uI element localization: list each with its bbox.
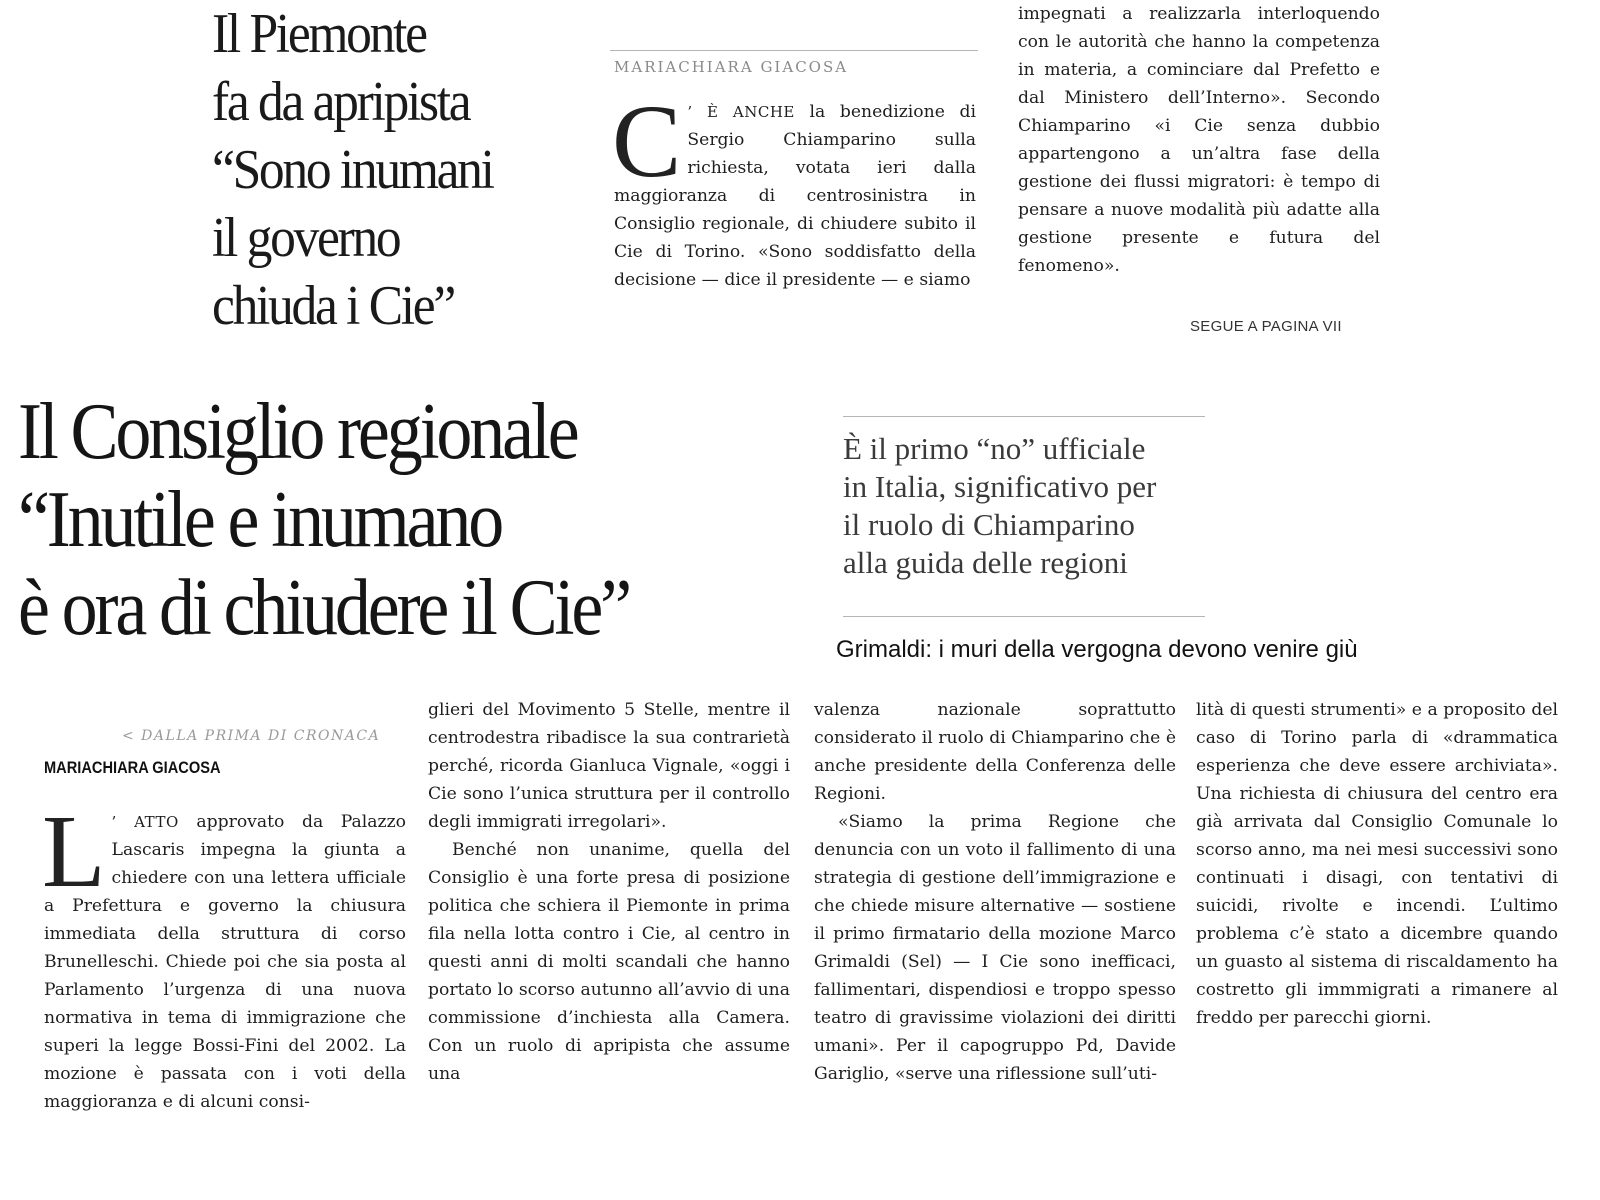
main-dropcap: L	[42, 794, 106, 909]
top-article-column-1	[612, 84, 976, 294]
main-headline-line: “Inutile e inumano	[18, 476, 502, 564]
top-article-text-2: impegnati a realizzarla interloquendo con le autorità che hanno la competenza in materia, a cominciare dal Prefetto e dal Ministero dell’Interno». Secondo Chiamparino «i Cie senza dubbio appartengono a un’altra fase della gestione dei flussi migratori: è tempo di pensare a nuove modalità più adatte alla gestione presente e futura del fenomeno».	[1018, 4, 1380, 276]
top-headline-line: fa da apripista	[212, 71, 470, 133]
top-dropcap: C	[612, 84, 682, 199]
main-article-text-2b: Benché non unanime, quella del Consiglio è una forte presa di posizione politica che schiera il Piemonte in prima fila nella lotta contro i Cie, al centro in questi anni di molti scandali che hanno portato lo scorso autunno all’avvio di una commissione d’inchiesta alla Camera. Con un ruolo di apripista che assume una	[428, 840, 790, 1084]
main-article-text-4: lità di questi strumenti» e a proposito del caso di Torino parla di «drammatica esperienza che deve essere archiviata». Una richiesta di chiusura del centro era già arrivata dal Consiglio Comunale lo scorso anno, ma nei mesi successivi sono continuati i disagi, con tentativi di suicidi, rivolte e incendi. L’ultimo problema c’è stato a dicembre quando un guasto al sistema di riscaldamento ha costretto gli immmigrati a rimanere al freddo per parecchi giorni.	[1196, 700, 1558, 1028]
top-article-text-1: la benedizione di Sergio Chiamparino sulla richiesta, votata ieri dalla maggioranza di centrosinistra in Consiglio regionale, di chiudere subito il Cie di Torino. «Sono soddisfatto della decisione — dice il presidente — e siamo	[614, 102, 976, 290]
main-article-text-3b: «Siamo la prima Regione che denuncia con un voto il fallimento di una strategia di gestione dell’immigrazione e che chiede misure alternative — sostiene il primo firmatario della mozione Marco Grimaldi (Sel) — I Cie sono inefficaci, fallimentari, dispendiosi e troppo spesso teatro di gravissime violazioni dei diritti umani». Per il capogruppo Pd, Davide Gariglio, «serve una riflessione sull’uti-	[814, 812, 1176, 1084]
main-article-column-3	[814, 696, 1176, 1088]
kicker-dalla-prima: < DALLA PRIMA DI CRONACA	[122, 728, 381, 744]
subhead-line: il ruolo di Chiamparino	[843, 507, 1135, 542]
top-byline-rule	[610, 50, 978, 51]
main-article-column-1	[42, 794, 407, 1116]
top-headline-line: “Sono inumani	[212, 139, 493, 201]
main-article-text-1: approvato da Palazzo Lascaris impegna la giunta a chiedere con una lettera ufficiale a Prefettura e governo la chiusura immediata della struttura di corso Brunelleschi. Chiede poi che sia posta al Parlamento l’urgenza di una nuova normativa in tema di immigrazione che superi la legge Bossi-Fini del 2002. La mozione è passata con i voti della maggioranza e di alcuni consi-	[44, 812, 407, 1112]
top-headline-line: Il Piemonte	[212, 3, 426, 65]
segue-label: SEGUE A PAGINA VII	[1190, 318, 1342, 335]
main-article-text-2a: glieri del Movimento 5 Stelle, mentre il centrodestra ribadisce la sua contrarietà perché, ricorda Gianluca Vignale, «oggi i Cie sono l’unica struttura per il controllo degli immigrati irregolari».	[428, 700, 790, 832]
main-byline: MARIACHIARA GIACOSA	[44, 758, 221, 777]
subhead-line: alla guida delle regioni	[843, 545, 1128, 580]
top-headline-line: il governo	[212, 207, 400, 269]
main-headline-line: Il Consiglio regionale	[18, 388, 577, 476]
main-article-text-3a: valenza nazionale soprattutto considerato il ruolo di Chiamparino che è anche presidente della Conferenza delle Regioni.	[814, 700, 1176, 804]
subhead-rule-top	[843, 416, 1205, 417]
top-article-column-2	[1018, 0, 1380, 280]
top-byline: MARIACHIARA GIACOSA	[614, 58, 849, 76]
main-article-column-2	[428, 696, 790, 1088]
main-lead-smallcaps: ’ ATTO	[111, 813, 179, 831]
subhead-line: in Italia, significativo per	[843, 469, 1157, 504]
main-headline	[18, 388, 629, 652]
main-headline-line: è ora di chiudere il Cie”	[18, 564, 629, 652]
subhead	[843, 430, 1156, 582]
top-lead-smallcaps: ’ È ANCHE	[687, 103, 795, 121]
subhead-line: È il primo “no” ufficiale	[843, 431, 1146, 466]
photo-caption: Grimaldi: i muri della vergogna devono venire giù	[836, 636, 1358, 663]
top-headline-line: chiuda i Cie”	[212, 275, 454, 337]
subhead-rule-bottom	[843, 616, 1205, 617]
top-headline	[212, 0, 562, 340]
main-article-column-4	[1196, 696, 1558, 1032]
